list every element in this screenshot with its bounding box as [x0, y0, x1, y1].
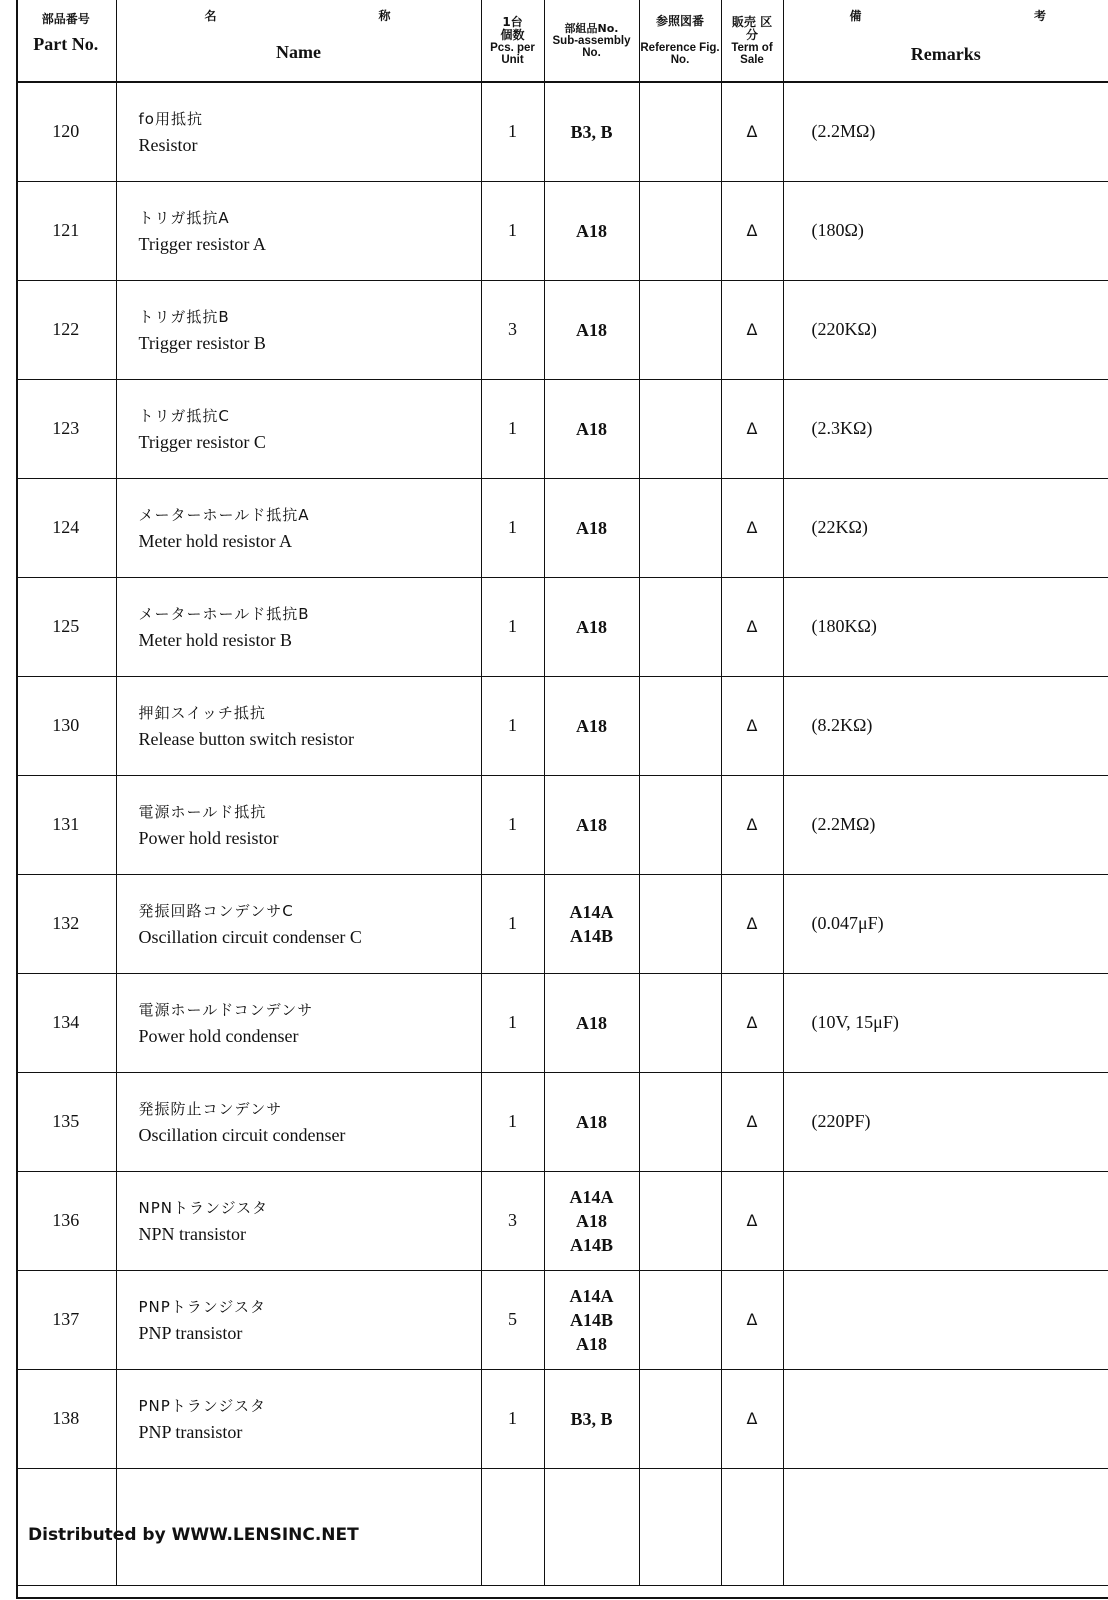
part-name [116, 379, 481, 478]
distributor-footer: Distributed by WWW.LENSINC.NET [28, 1525, 359, 1545]
subassembly-no: A14A [569, 901, 614, 922]
part-name-jp: メーターホールド抵抗A [138, 505, 310, 524]
term-of-sale: Δ [721, 280, 783, 379]
header-ref-en: Reference Fig. No. [640, 42, 720, 66]
part-name-jp: トリガ抵抗A [138, 208, 230, 227]
remarks [783, 1171, 1108, 1270]
header-sub-jp: 部組品No. [564, 22, 619, 35]
pcs-per-unit: 1 [481, 973, 544, 1072]
remarks: (2.3KΩ) [783, 379, 1108, 478]
reference-fig-no [639, 874, 721, 973]
subassembly-no: A14A [569, 1186, 614, 1207]
subassembly-cell [544, 181, 639, 280]
reference-fig-no [639, 577, 721, 676]
part-no: 136 [16, 1171, 116, 1270]
subassembly-no: A18 [576, 220, 607, 241]
part-name [116, 577, 481, 676]
part-name-en: Power hold resistor [138, 827, 279, 848]
table-row [16, 478, 1108, 577]
header-remarks-en: Remarks [910, 44, 981, 64]
table-row [16, 1369, 1108, 1468]
subassembly-no: A14A [569, 1285, 614, 1306]
table-row [16, 181, 1108, 280]
remarks: (2.2MΩ) [783, 775, 1108, 874]
header-remarks-jp-2: 考 [1033, 9, 1046, 23]
subassembly-no: A14B [569, 1309, 613, 1330]
table-row [16, 1270, 1108, 1369]
header-pcs-en: Pcs. per Unit [490, 41, 535, 66]
remarks: (10V, 15μF) [783, 973, 1108, 1072]
part-name [116, 82, 481, 181]
part-no: 132 [16, 874, 116, 973]
reference-fig-no [639, 82, 721, 181]
part-no: 130 [16, 676, 116, 775]
pcs-per-unit: 1 [481, 1072, 544, 1171]
term-of-sale: Δ [721, 181, 783, 280]
part-name-en: Trigger resistor C [138, 431, 266, 452]
part-name [116, 874, 481, 973]
remarks: (220KΩ) [783, 280, 1108, 379]
reference-fig-no [639, 1072, 721, 1171]
part-no: 124 [16, 478, 116, 577]
remarks [783, 1270, 1108, 1369]
part-name-jp: fo用抵抗 [138, 109, 203, 128]
header-sub-en: Sub-assembly No. [552, 35, 631, 59]
subassembly-cell [544, 478, 639, 577]
pcs-per-unit: 5 [481, 1270, 544, 1369]
part-name-jp: PNPトランジスタ [138, 1396, 266, 1415]
part-name-jp: メーターホールド抵抗B [138, 604, 310, 623]
header-pcs [481, 0, 544, 82]
part-name-jp: 押釦スイッチ抵抗 [138, 703, 266, 722]
reference-fig-no [639, 1369, 721, 1468]
part-name [116, 1369, 481, 1468]
subassembly-no: A18 [576, 319, 607, 340]
pcs-per-unit: 1 [481, 82, 544, 181]
part-name [116, 1270, 481, 1369]
part-name-en: Oscillation circuit condenser C [138, 926, 362, 947]
header-name-jp-2: 称 [378, 9, 391, 23]
subassembly-no: A18 [576, 1111, 607, 1132]
header-sub [544, 0, 639, 82]
subassembly-cell [544, 577, 639, 676]
pcs-per-unit: 1 [481, 577, 544, 676]
term-of-sale: Δ [721, 676, 783, 775]
header-ref [639, 0, 721, 82]
remarks: (8.2KΩ) [783, 676, 1108, 775]
part-name-jp: 発振防止コンデンサ [138, 1099, 283, 1118]
subassembly-no: B3, B [570, 1408, 613, 1429]
table-row [16, 379, 1108, 478]
term-of-sale: Δ [721, 874, 783, 973]
table-header-row [16, 0, 1108, 82]
remarks: (22KΩ) [783, 478, 1108, 577]
pcs-per-unit: 3 [481, 280, 544, 379]
part-name-jp: トリガ抵抗C [138, 406, 230, 425]
term-of-sale: Δ [721, 1171, 783, 1270]
subassembly-cell [544, 1072, 639, 1171]
part-name-en: Meter hold resistor B [138, 629, 292, 650]
part-name [116, 676, 481, 775]
term-of-sale: Δ [721, 577, 783, 676]
subassembly-no: A18 [576, 715, 607, 736]
part-name-en: PNP transistor [138, 1322, 243, 1343]
table-row [16, 577, 1108, 676]
reference-fig-no [639, 676, 721, 775]
reference-fig-no [639, 181, 721, 280]
part-no: 138 [16, 1369, 116, 1468]
subassembly-no: A18 [576, 1210, 607, 1231]
part-name-jp: NPNトランジスタ [138, 1198, 269, 1217]
header-term-jp: 販売 区分 [731, 14, 773, 42]
remarks: (0.047μF) [783, 874, 1108, 973]
part-name-en: PNP transistor [138, 1421, 243, 1442]
part-name-jp: 電源ホールド抵抗 [138, 802, 267, 821]
term-of-sale: Δ [721, 478, 783, 577]
reference-fig-no [639, 973, 721, 1072]
subassembly-no: A18 [576, 1012, 607, 1033]
part-no: 137 [16, 1270, 116, 1369]
table-row [16, 1171, 1108, 1270]
parts-table [16, 0, 1108, 1586]
pcs-per-unit: 1 [481, 775, 544, 874]
subassembly-no: A18 [576, 1333, 607, 1354]
subassembly-no: A14B [569, 1234, 613, 1255]
subassembly-cell [544, 676, 639, 775]
header-remarks-jp-1: 備 [849, 9, 862, 23]
header-part-en: Part No. [33, 33, 99, 54]
part-name [116, 1171, 481, 1270]
pcs-per-unit: 1 [481, 181, 544, 280]
pcs-per-unit: 1 [481, 379, 544, 478]
part-no: 135 [16, 1072, 116, 1171]
subassembly-no: B3, B [570, 121, 613, 142]
table-row [16, 973, 1108, 1072]
part-no: 121 [16, 181, 116, 280]
part-name-jp: 電源ホールドコンデンサ [138, 1000, 314, 1019]
pcs-per-unit: 1 [481, 676, 544, 775]
header-name [116, 0, 481, 82]
term-of-sale: Δ [721, 379, 783, 478]
part-name-en: NPN transistor [138, 1223, 246, 1244]
part-name-en: Trigger resistor B [138, 332, 266, 353]
part-no: 120 [16, 82, 116, 181]
term-of-sale: Δ [721, 82, 783, 181]
term-of-sale: Δ [721, 973, 783, 1072]
reference-fig-no [639, 280, 721, 379]
pcs-per-unit: 1 [481, 478, 544, 577]
subassembly-cell [544, 1171, 639, 1270]
part-no: 123 [16, 379, 116, 478]
part-name-en: Meter hold resistor A [138, 530, 292, 551]
subassembly-no: A18 [576, 814, 607, 835]
reference-fig-no [639, 478, 721, 577]
part-name-en: Resistor [138, 134, 198, 155]
part-name [116, 1072, 481, 1171]
table-row [16, 676, 1108, 775]
subassembly-cell [544, 280, 639, 379]
part-name-en: Release button switch resistor [138, 728, 354, 749]
header-ref-jp: 参照図番 [655, 14, 704, 28]
part-name [116, 775, 481, 874]
subassembly-no: A14B [569, 925, 613, 946]
parts-rows [16, 82, 1108, 1585]
term-of-sale: Δ [721, 1369, 783, 1468]
table-row [16, 874, 1108, 973]
table-row [16, 1072, 1108, 1171]
reference-fig-no [639, 1270, 721, 1369]
part-name-jp: トリガ抵抗B [138, 307, 230, 326]
header-part-no [16, 0, 116, 82]
subassembly-cell [544, 379, 639, 478]
remarks: (180Ω) [783, 181, 1108, 280]
part-name [116, 478, 481, 577]
reference-fig-no [639, 775, 721, 874]
part-name [116, 973, 481, 1072]
subassembly-no: A18 [576, 517, 607, 538]
term-of-sale: Δ [721, 1072, 783, 1171]
header-name-jp-1: 名 [204, 9, 217, 23]
part-no: 134 [16, 973, 116, 1072]
part-name-en: Trigger resistor A [138, 233, 266, 254]
term-of-sale: Δ [721, 1270, 783, 1369]
subassembly-no: A18 [576, 616, 607, 637]
remarks: (2.2MΩ) [783, 82, 1108, 181]
remarks: (220PF) [783, 1072, 1108, 1171]
table-row [16, 775, 1108, 874]
table-row [16, 82, 1108, 181]
table-row [16, 280, 1108, 379]
remarks: (180KΩ) [783, 577, 1108, 676]
part-name [116, 280, 481, 379]
subassembly-cell [544, 775, 639, 874]
pcs-per-unit: 3 [481, 1171, 544, 1270]
reference-fig-no [639, 1171, 721, 1270]
header-term-en: Term of Sale [731, 41, 773, 66]
header-pcs-jp: 1台 個数 [500, 14, 525, 42]
remarks [783, 1369, 1108, 1468]
subassembly-cell [544, 82, 639, 181]
header-part-jp: 部品番号 [41, 11, 90, 26]
header-remarks [783, 0, 1108, 82]
header-name-en: Name [276, 42, 321, 62]
subassembly-no: A18 [576, 418, 607, 439]
header-term [721, 0, 783, 82]
reference-fig-no [639, 379, 721, 478]
part-name-jp: 発振回路コンデンサC [138, 901, 294, 920]
pcs-per-unit: 1 [481, 1369, 544, 1468]
subassembly-cell [544, 973, 639, 1072]
part-name-en: Oscillation circuit condenser [138, 1124, 346, 1145]
term-of-sale: Δ [721, 775, 783, 874]
subassembly-cell [544, 1369, 639, 1468]
subassembly-cell [544, 874, 639, 973]
part-no: 122 [16, 280, 116, 379]
part-no: 125 [16, 577, 116, 676]
part-name [116, 181, 481, 280]
part-name-en: Power hold condenser [138, 1025, 299, 1046]
pcs-per-unit: 1 [481, 874, 544, 973]
subassembly-cell [544, 1270, 639, 1369]
part-no: 131 [16, 775, 116, 874]
part-name-jp: PNPトランジスタ [138, 1297, 266, 1316]
